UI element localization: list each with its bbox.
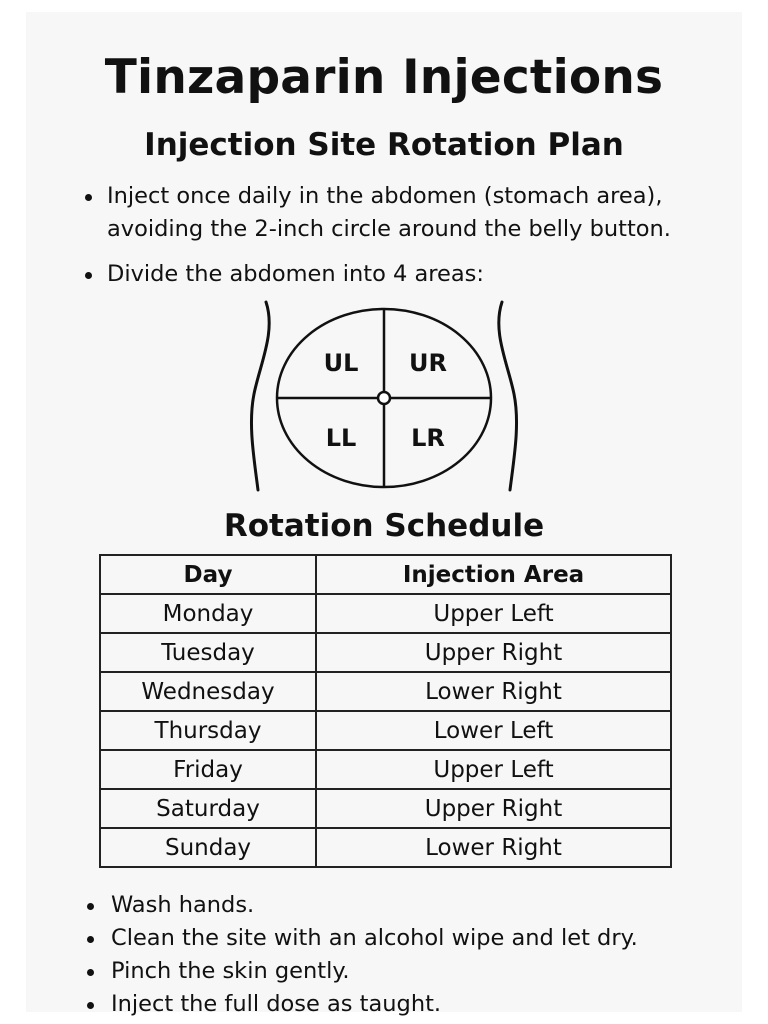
step-item: Pinch the skin gently. [84,955,724,988]
day-cell: Sunday [100,828,316,867]
column-header-injection-area: Injection Area [316,555,671,594]
instruction-sheet [26,12,742,1017]
area-cell: Lower Left [316,711,671,750]
area-cell: Lower Right [316,828,671,867]
quadrant-label-ll: LL [325,424,357,452]
quadrant-label-lr: LR [411,424,445,452]
table-row [100,594,671,633]
day-cell: Thursday [100,711,316,750]
table-row [100,711,671,750]
belly-button-icon [378,392,390,404]
right-torso-outline [499,302,517,490]
area-cell: Upper Right [316,633,671,672]
step-item: Wash hands. [84,889,724,922]
day-cell: Wednesday [100,672,316,711]
table-row [100,789,671,828]
quadrant-label-ul: UL [323,349,359,377]
schedule-heading: Rotation Schedule [223,508,545,544]
area-cell: Upper Left [316,750,671,789]
area-cell: Upper Left [316,594,671,633]
left-torso-outline [251,302,269,490]
table-row [100,828,671,867]
table-row [100,672,671,711]
intro-bullet: Inject once daily in the abdomen (stomach area), avoiding the 2-inch circle around the belly button. [82,180,722,246]
page-title: Tinzaparin Injections [104,50,664,105]
page-subtitle: Injection Site Rotation Plan [144,127,624,163]
intro-bullet: Divide the abdomen into 4 areas: [82,258,722,291]
intro-bullet-list [82,180,722,303]
table-header-row [100,555,671,594]
day-cell: Friday [100,750,316,789]
step-item: Clean the site with an alcohol wipe and let dry. [84,922,724,955]
day-cell: Saturday [100,789,316,828]
steps-bullet-list [84,889,724,1021]
step-item: Inject the full dose as taught. [84,988,724,1021]
table-row [100,633,671,672]
day-cell: Tuesday [100,633,316,672]
column-header-day: Day [100,555,316,594]
area-cell: Upper Right [316,789,671,828]
day-cell: Monday [100,594,316,633]
area-cell: Lower Right [316,672,671,711]
abdomen-quadrant-diagram [224,294,544,494]
table-row [100,750,671,789]
rotation-schedule-table [99,554,672,868]
quadrant-label-ur: UR [409,349,447,377]
